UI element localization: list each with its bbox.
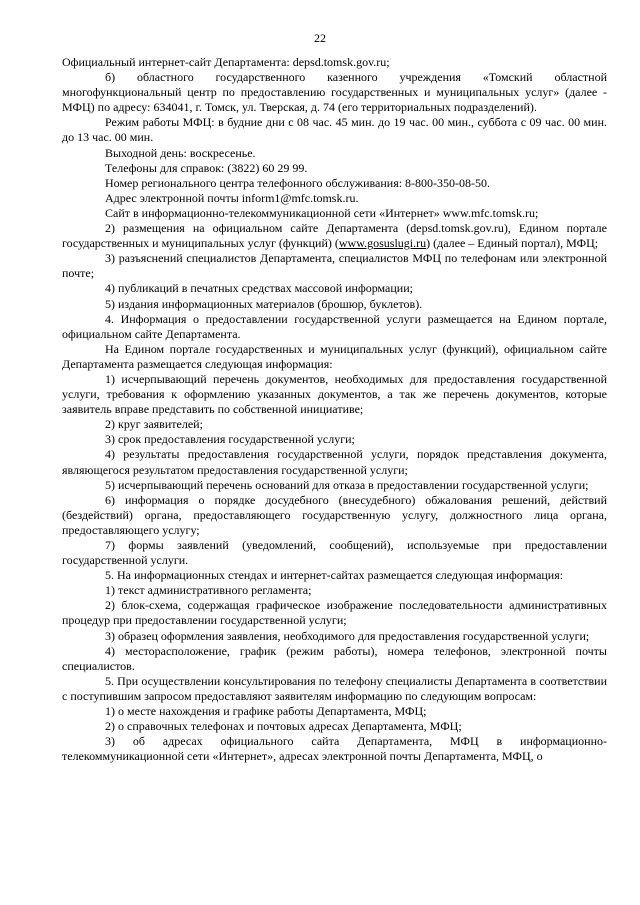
paragraph: Телефоны для справок: (3822) 60 29 99. <box>105 160 308 175</box>
paragraph: 6) информация о порядке досудебного (внесудебного) обжалования решений, действий (бездействий) органа, предоставляющего государственную услугу, должностного лица органа, предоставляющего услугу; <box>62 492 607 537</box>
paragraph: 2) о справочных телефонах и почтовых адресах Департамента, МФЦ; <box>105 719 462 734</box>
paragraph: 3) срок предоставления государственной услуги; <box>105 432 355 447</box>
paragraph: 5) исчерпывающий перечень оснований для отказа в предоставлении государственной услуги; <box>105 477 589 492</box>
paragraph: 4) результаты предоставления государственной услуги, порядок представления документа, являющегося результатом предоставления государственной услуги; <box>62 447 607 477</box>
paragraph: Выходной день: воскресенье. <box>105 145 256 160</box>
paragraph: 1) о месте нахождения и графике работы Департамента, МФЦ; <box>105 704 427 719</box>
paragraph: 5. При осуществлении консультирования по телефону специалисты Департамента в соответствии с поступившим запросом предоставляют заявителям информацию по следующим вопросам: <box>62 673 607 703</box>
paragraph: 4. Информация о предоставлении государственной услуги размещается на Едином портале, официальном сайте Департамента. <box>62 311 607 341</box>
paragraph: 3) образец оформления заявления, необходимого для предоставления государственной услуги; <box>105 628 590 643</box>
portal-text-after: ) (далее – Единый портал), МФЦ; <box>426 236 599 251</box>
paragraph: 2) блок-схема, содержащая графическое изображение последовательности административных процедур при предоставлении государственной услуги; <box>62 598 607 628</box>
paragraph: 1) текст административного регламента; <box>105 583 312 598</box>
paragraph: Номер регионального центра телефонного обслуживания: 8-800-350-08-50. <box>105 175 491 190</box>
paragraph: Адрес электронной почты inform1@mfc.tomsk.ru. <box>105 190 359 205</box>
paragraph: 4) публикаций в печатных средствах массовой информации; <box>105 281 413 296</box>
portal-paragraph <box>62 221 607 251</box>
paragraph: б) областного государственного казенного учреждения «Томский областной многофункциональный центр по предоставлению государственных и муниципальных услуг» (далее - МФЦ) по адресу: 634041, г. Томск, ул. Тверская, д. 74 (его территориальных подразделений). <box>62 70 607 115</box>
document-body <box>62 55 607 764</box>
paragraph: 1) исчерпывающий перечень документов, необходимых для предоставления государственной услуги, требования к оформлению указанных документов, а так же перечень документов, которые заявитель вправе представить по собственной инициативе; <box>62 371 607 417</box>
paragraph: Официальный интернет-сайт Департамента: depsd.tomsk.gov.ru; <box>62 55 390 69</box>
paragraph: 3) разъяснений специалистов Департамента, специалистов МФЦ по телефонам или электронной почте; <box>62 251 607 281</box>
paragraph: 3) об адресах официального сайта Департамента, МФЦ в информационно-телекоммуникационной сети «Интернет», адресах электронной почты Департамента, МФЦ, о <box>62 734 607 764</box>
page-number: 22 <box>314 31 326 45</box>
portal-text-before: 2) размещения на официальном сайте Департамента (depsd.tomsk.gov.ru), Едином портале государственных и муниципальных услуг (функций) ( <box>62 221 607 251</box>
paragraph: 4) месторасположение, график (режим работы), номера телефонов, электронной почты специалистов. <box>62 643 607 673</box>
paragraph: 2) круг заявителей; <box>105 417 203 432</box>
gosuslugi-link[interactable]: www.gosuslugi.ru <box>338 236 427 251</box>
paragraph: 5) издания информационных материалов (брошюр, буклетов). <box>105 296 423 311</box>
paragraph: Режим работы МФЦ: в будние дни с 08 час. 45 мин. до 19 час. 00 мин., суббота с 09 час. 00 мин. до 13 час. 00 мин. <box>62 115 607 145</box>
paragraph: 7) формы заявлений (уведомлений, сообщений), используемые при предоставлении государственной услуги. <box>62 538 607 568</box>
paragraph: На Едином портале государственных и муниципальных услуг (функций), официальном сайте Департамента размещается следующая информация: <box>62 341 607 371</box>
paragraph: Сайт в информационно-телекоммуникационной сети «Интернет» www.mfc.tomsk.ru; <box>105 205 539 220</box>
paragraph: 5. На информационных стендах и интернет-сайтах размещается следующая информация: <box>105 568 564 583</box>
